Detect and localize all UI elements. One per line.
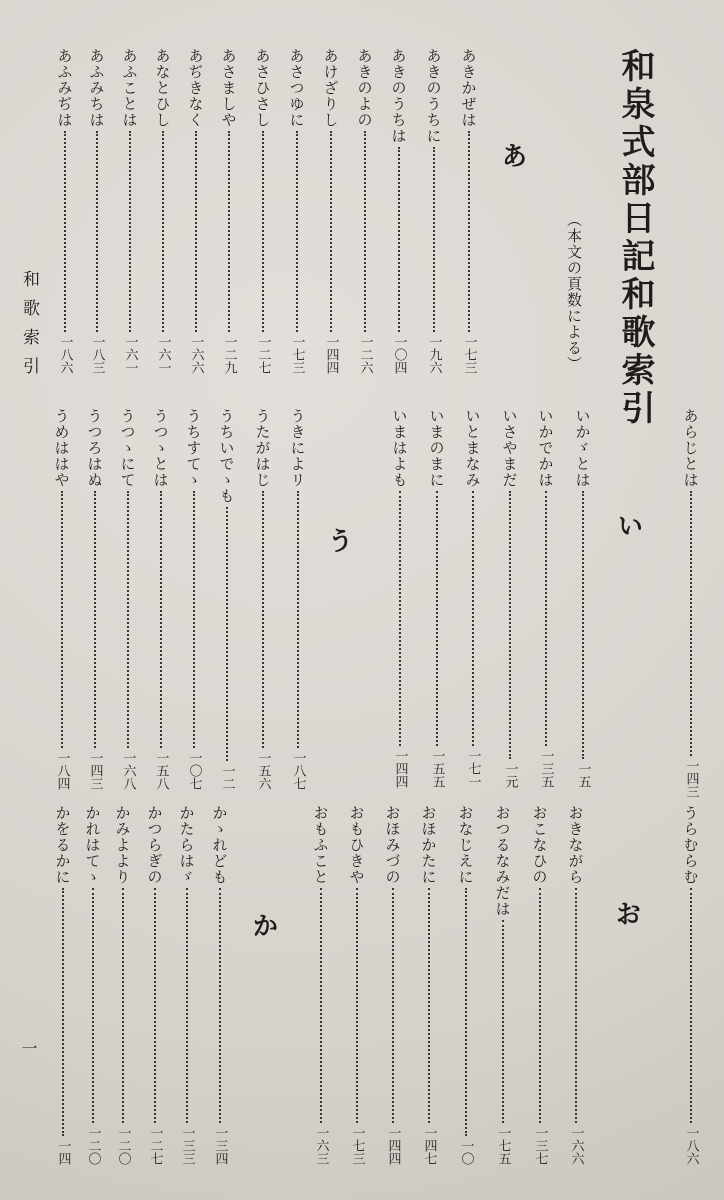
leader-dots [545,491,547,746]
entry-word: いかゞとは [573,408,592,488]
leader-dots [539,888,541,1123]
entry-page: 一七三 [461,335,477,374]
leader-dots [330,131,332,332]
entry-page: 一六六 [188,335,204,374]
index-entry [115,408,141,790]
leader-dots [320,888,322,1123]
entry-page: 一六八 [120,751,136,790]
entry-page: 一七五 [495,1126,511,1165]
leader-dots [92,888,94,1123]
leader-dots [64,131,66,332]
entry-word: うきによリ [288,408,307,488]
entry-word: かみよより [113,805,132,885]
index-entry [50,805,76,1165]
entry-page: 一三四 [212,1126,228,1165]
entry-word: おもひきや [347,805,366,885]
entry-page: 一元 [502,762,518,788]
kana-heading-o: お [611,900,641,926]
entry-word: うつろはぬ [85,408,104,488]
index-entry [117,48,143,374]
index-entry [84,48,110,374]
entry-page: 一三七 [532,1126,548,1165]
entry-word: あさましや [219,48,238,128]
leader-dots [122,888,124,1123]
entry-word: かをるかに [53,805,72,885]
kana-heading-i: い [613,512,643,538]
kana-heading-ka: か [248,912,278,938]
leader-dots [62,888,64,1136]
entry-page: 一八六 [57,335,73,374]
entry-word: あきかぜは [459,48,478,128]
entry-page: 一〇四 [391,335,407,374]
entry-word: あらじとは [681,408,700,488]
index-entry [387,408,413,788]
entry-word: うらむらむ [681,805,700,885]
entry-page: 一四四 [392,749,408,788]
index-entry [386,48,412,374]
entry-page: 一八三 [89,335,105,374]
entry-page: 一二七 [255,335,271,374]
entry-page: 一五 [575,762,591,788]
entry-word: あさひさし [253,48,272,128]
index-entry [460,408,486,788]
index-entry [214,408,240,790]
leader-dots [96,131,98,332]
index-title: 和泉式部日記和歌索引 [615,48,655,428]
entry-page: 一八六 [683,1126,699,1165]
leader-dots [154,888,156,1123]
entry-word: あふことは [120,48,139,128]
leader-dots [262,131,264,332]
index-entry [678,805,704,1165]
leader-dots [399,491,401,746]
index-entry [424,408,450,788]
entry-word: おこなひの [530,805,549,885]
entry-word: かつらぎの [145,805,164,885]
index-entry [174,805,200,1165]
leader-dots [160,491,162,748]
leader-dots [297,491,299,748]
entry-word: おほかたに [419,805,438,885]
leader-dots [228,131,230,332]
leader-dots [364,131,366,332]
index-entry [216,48,242,374]
index-entry [250,408,276,790]
leader-dots [186,888,188,1123]
entry-word: うちいでゝも [217,408,236,504]
entry-word: おきながら [566,805,585,885]
entry-page: 一五五 [429,749,445,788]
entry-page: 一二七 [147,1126,163,1165]
leader-dots [428,888,430,1123]
leader-dots [472,491,474,746]
leader-dots [262,491,264,748]
entry-page: 一四三 [683,759,699,798]
index-entry [344,805,370,1165]
leader-dots [61,491,63,748]
entry-page: 一四四 [385,1126,401,1165]
entry-word: あふみちは [87,48,106,128]
entry-word: いさやまだ [500,408,519,488]
side-label: 和歌索引 [19,270,39,386]
entry-word: うつゝとは [151,408,170,488]
entry-page: 一四七 [421,1126,437,1165]
index-entry [380,805,406,1165]
index-entry [497,408,523,788]
entry-page: 一二 [219,764,235,790]
entry-word: あなとひし [153,48,172,128]
index-entry [142,805,168,1165]
entry-page: 一八七 [290,751,306,790]
leader-dots [582,491,584,759]
index-entry [284,48,310,374]
entry-word: あけざりし [321,48,340,128]
leader-dots [690,888,692,1123]
entry-word: かたらはゞ [177,805,196,885]
index-entry [49,408,75,790]
leader-dots [195,131,197,332]
entry-page: 一〇 [458,1139,474,1165]
entry-word: おほみづの [383,805,402,885]
index-entry [80,805,106,1165]
entry-word: あふみぢは [55,48,74,128]
leader-dots [398,147,400,332]
entry-word: あきのよの [355,48,374,128]
entry-page: 一五八 [153,751,169,790]
index-entry [533,408,559,788]
index-entry [453,805,479,1165]
entry-page: 一七三 [289,335,305,374]
entry-word: あきのうちに [424,48,443,144]
entry-word: いとまなみ [463,408,482,488]
leader-dots [219,888,221,1123]
leader-dots [226,507,228,761]
index-entry [250,48,276,374]
index-entry [563,805,589,1165]
entry-word: あきのうちは [389,48,408,144]
index-entry [207,805,233,1165]
entry-page: 一七一 [465,749,481,788]
leader-dots [433,147,435,332]
page-number: 一 [19,1040,38,1056]
kana-heading-u: う [323,527,353,553]
leader-dots [509,491,511,759]
entry-word: いまはよも [390,408,409,488]
index-subtitle: （本文の頁数による） [565,212,583,372]
entry-page: 一五六 [255,751,271,790]
leader-dots [392,888,394,1123]
entry-word: いかでかは [536,408,555,488]
entry-page: 一四 [55,1139,71,1165]
entry-page: 一二九 [221,335,237,374]
index-entry [183,48,209,374]
leader-dots [162,131,164,332]
leader-dots [356,888,358,1123]
entry-word: あぢきなく [186,48,205,128]
entry-word: いまのまに [427,408,446,488]
index-entry [318,48,344,374]
leader-dots [690,491,692,756]
index-entry [52,48,78,374]
entry-word: うたがはじ [253,408,272,488]
leader-dots [468,131,470,332]
entry-page: 一四四 [323,335,339,374]
entry-word: おもふこと [311,805,330,885]
leader-dots [575,888,577,1123]
entry-page: 一二〇 [85,1126,101,1165]
entry-page: 一三三 [179,1126,195,1165]
index-entry [285,408,311,790]
entry-word: うつゝにて [118,408,137,488]
entry-page: 一六三 [313,1126,329,1165]
index-entry [456,48,482,374]
leader-dots [502,920,504,1123]
entry-word: うめははや [52,408,71,488]
leader-dots [127,491,129,748]
entry-word: かれはてゝ [83,805,102,885]
entry-page: 一六一 [122,335,138,374]
leader-dots [129,131,131,332]
index-entry [150,48,176,374]
index-entry [82,408,108,790]
entry-page: 一九六 [426,335,442,374]
index-entry [527,805,553,1165]
leader-dots [94,491,96,748]
index-entry [678,408,704,798]
index-entry [416,805,442,1165]
index-entry [421,48,447,374]
leader-dots [465,888,467,1136]
index-entry [570,408,596,788]
index-entry [148,408,174,790]
entry-word: うちすてゝ [184,408,203,488]
entry-page: 一七三 [349,1126,365,1165]
leader-dots [296,131,298,332]
entry-page: 一四三 [87,751,103,790]
index-entry [352,48,378,374]
leader-dots [436,491,438,746]
entry-page: 一〇七 [186,751,202,790]
entry-word: かゝれども [210,805,229,885]
index-entry [110,805,136,1165]
kana-heading-a: あ [497,142,527,168]
entry-page: 一二〇 [115,1126,131,1165]
leader-dots [193,491,195,748]
entry-page: 一二六 [357,335,373,374]
entry-page: 一六六 [568,1126,584,1165]
entry-word: おつるなみだは [493,805,512,917]
entry-page: 一六一 [155,335,171,374]
index-entry [181,408,207,790]
entry-page: 一八四 [54,751,70,790]
index-entry [490,805,516,1165]
entry-word: あさつゆに [287,48,306,128]
entry-page: 一三五 [538,749,554,788]
entry-word: おなじえに [456,805,475,885]
index-entry [308,805,334,1165]
